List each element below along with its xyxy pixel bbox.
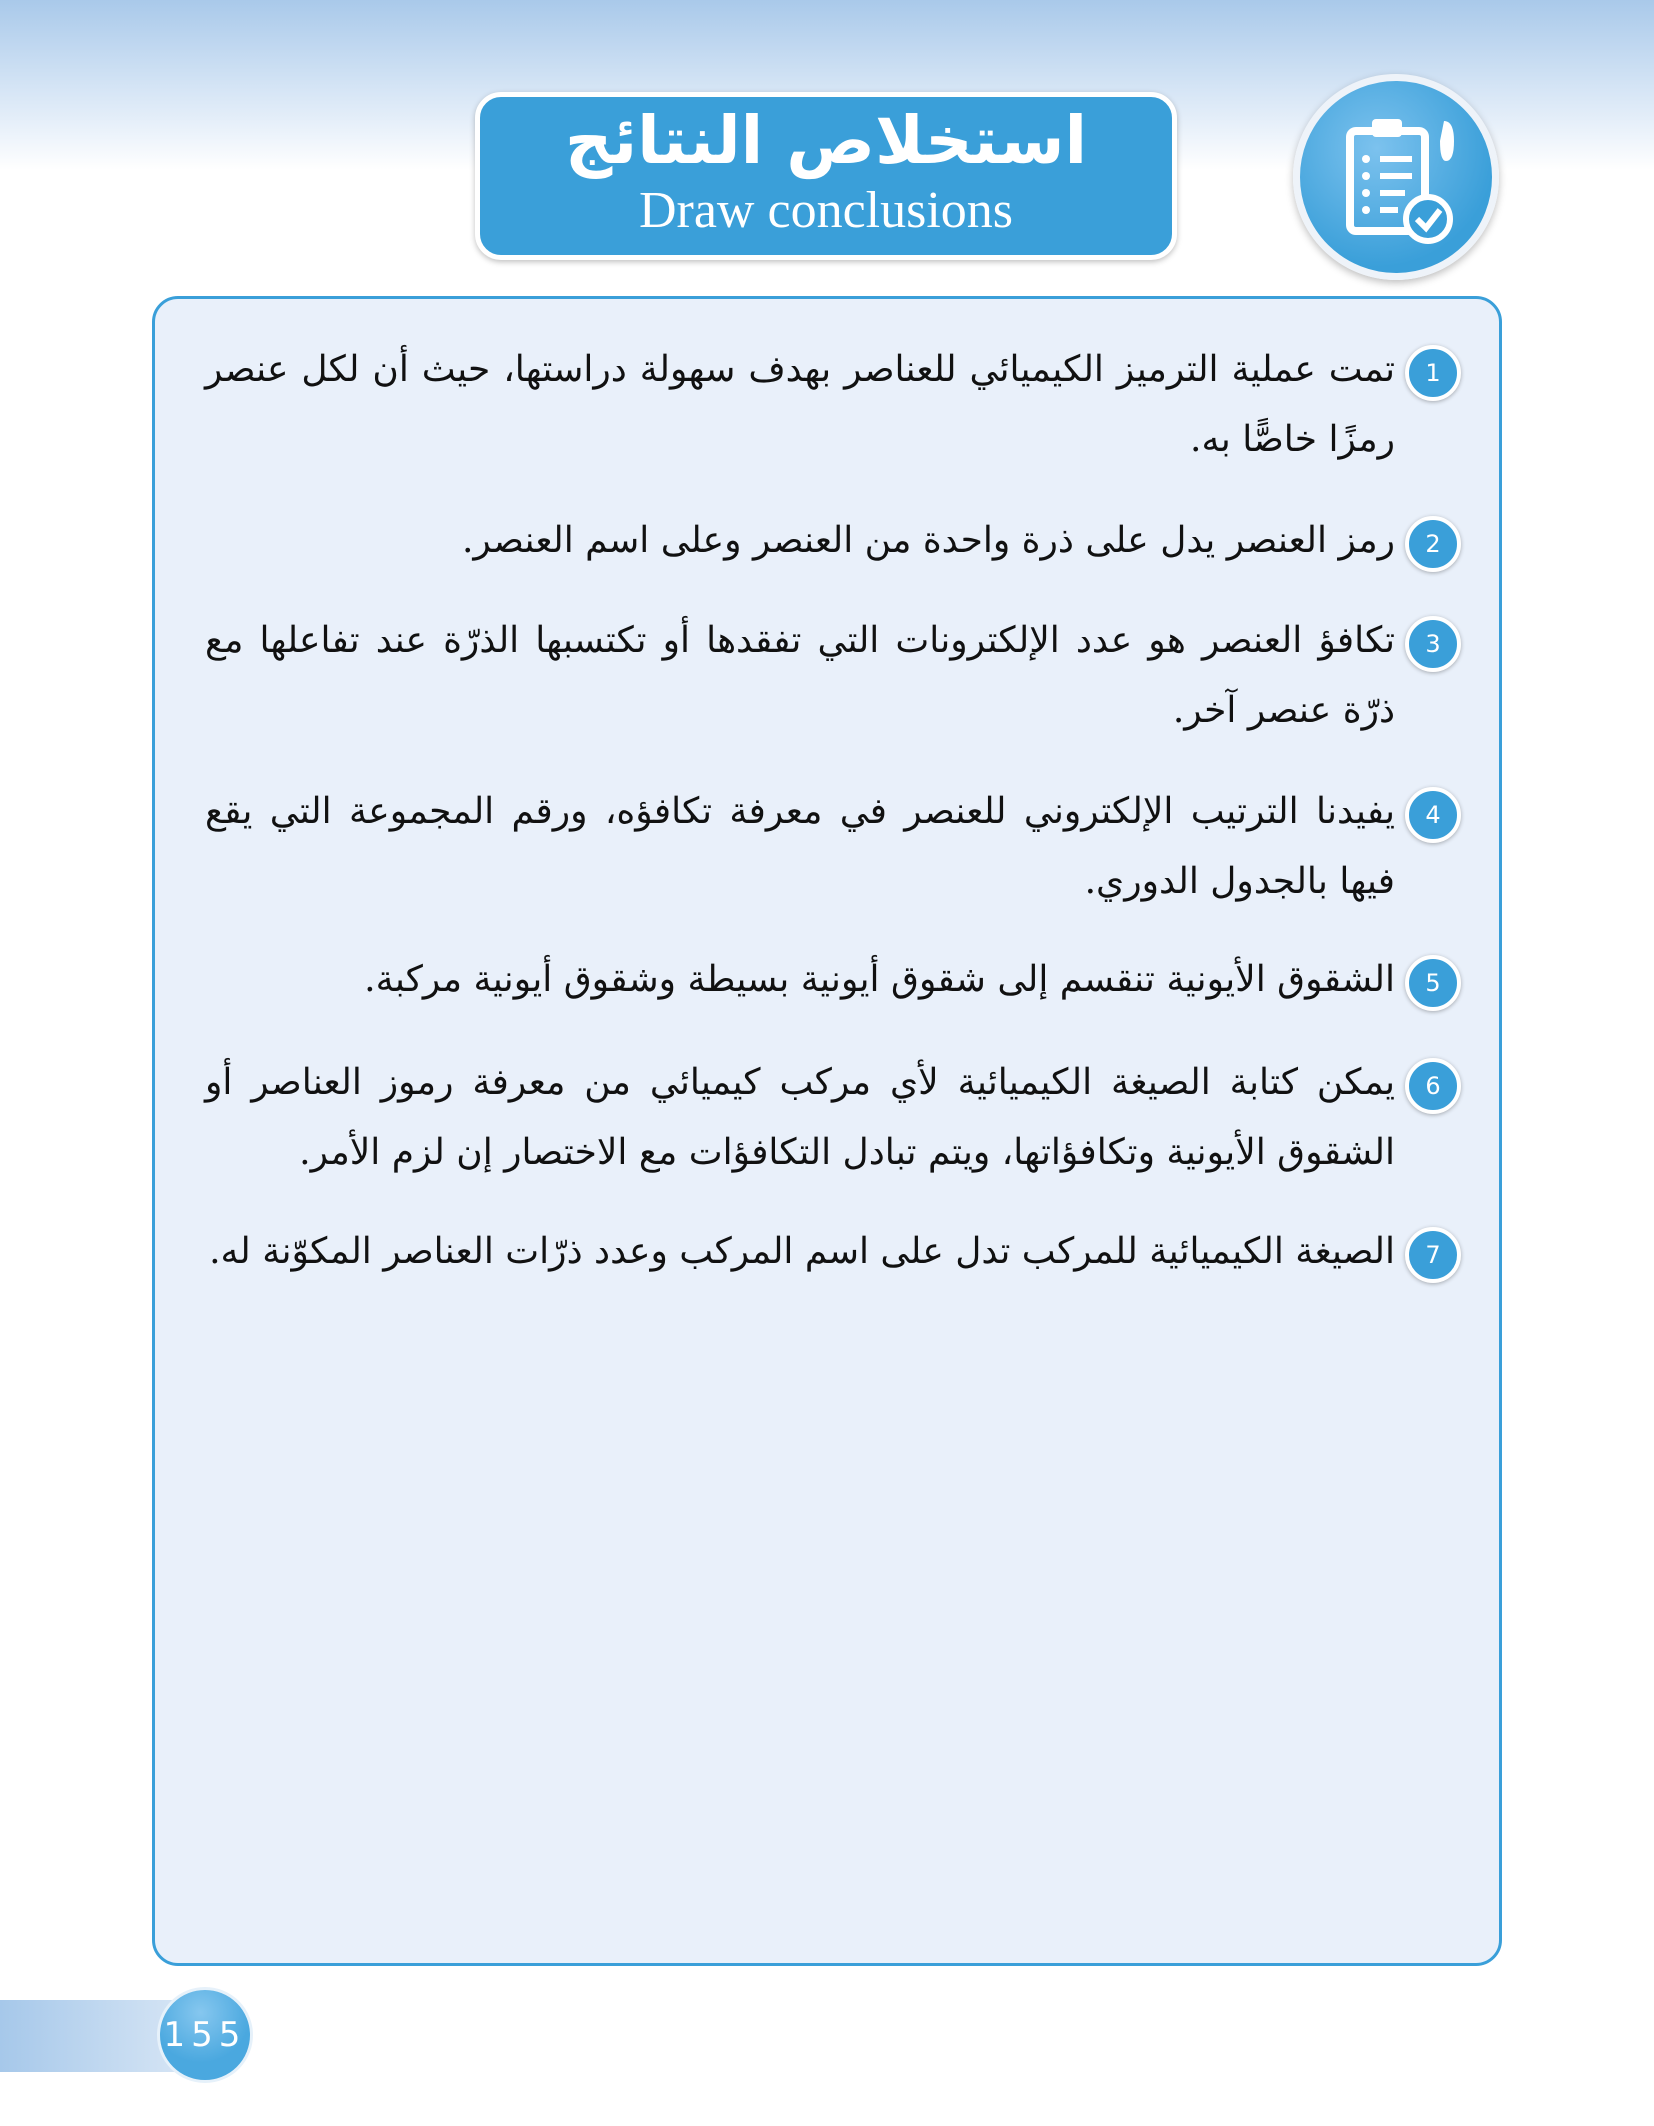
title-arabic: استخلاص النتائج bbox=[564, 102, 1088, 179]
item-number-badge: 2 bbox=[1405, 516, 1461, 572]
conclusion-item: الشقوق الأيونية تنقسم إلى شقوق أيونية بسيطة وشقوق أيونية مركبة. bbox=[364, 959, 1395, 1000]
conclusion-item: تكافؤ العنصر هو عدد الإلكترونات التي تفقدها أو تكتسبها الذرّة عند تفاعلها مع ذرّة عنصر آخر. bbox=[205, 620, 1395, 731]
item-number-badge: 3 bbox=[1405, 616, 1461, 672]
item-number-badge: 5 bbox=[1405, 955, 1461, 1011]
clipboard-check-icon bbox=[1293, 74, 1499, 280]
conclusion-item: رمز العنصر يدل على ذرة واحدة من العنصر وعلى اسم العنصر. bbox=[461, 520, 1395, 561]
item-number-badge: 7 bbox=[1405, 1227, 1461, 1283]
conclusions-panel bbox=[152, 296, 1502, 1966]
title-english: Draw conclusions bbox=[638, 182, 1014, 239]
item-number-badge: 1 bbox=[1405, 345, 1461, 401]
conclusion-item: الصيغة الكيميائية للمركب تدل على اسم المركب وعدد ذرّات العناصر المكوّنة له. bbox=[209, 1231, 1395, 1272]
conclusion-item: يمكن كتابة الصيغة الكيميائية لأي مركب كيميائي من معرفة رموز العناصر أو الشقوق الأيونية وتكافؤاتها، ويتم تبادل التكافؤات مع الاختصار إن لزم الأمر. bbox=[205, 1062, 1395, 1173]
page-number: 155 bbox=[157, 1987, 253, 2083]
section-title-banner bbox=[475, 92, 1177, 260]
item-number-badge: 6 bbox=[1405, 1058, 1461, 1114]
conclusion-item: تمت عملية الترميز الكيميائي للعناصر بهدف سهولة دراستها، حيث أن لكل عنصر رمزًا خاصًّا به. bbox=[205, 349, 1395, 460]
conclusion-item: يفيدنا الترتيب الإلكتروني للعنصر في معرفة تكافؤه، ورقم المجموعة التي يقع فيها بالجدول الدوري. bbox=[205, 791, 1395, 902]
item-number-badge: 4 bbox=[1405, 787, 1461, 843]
